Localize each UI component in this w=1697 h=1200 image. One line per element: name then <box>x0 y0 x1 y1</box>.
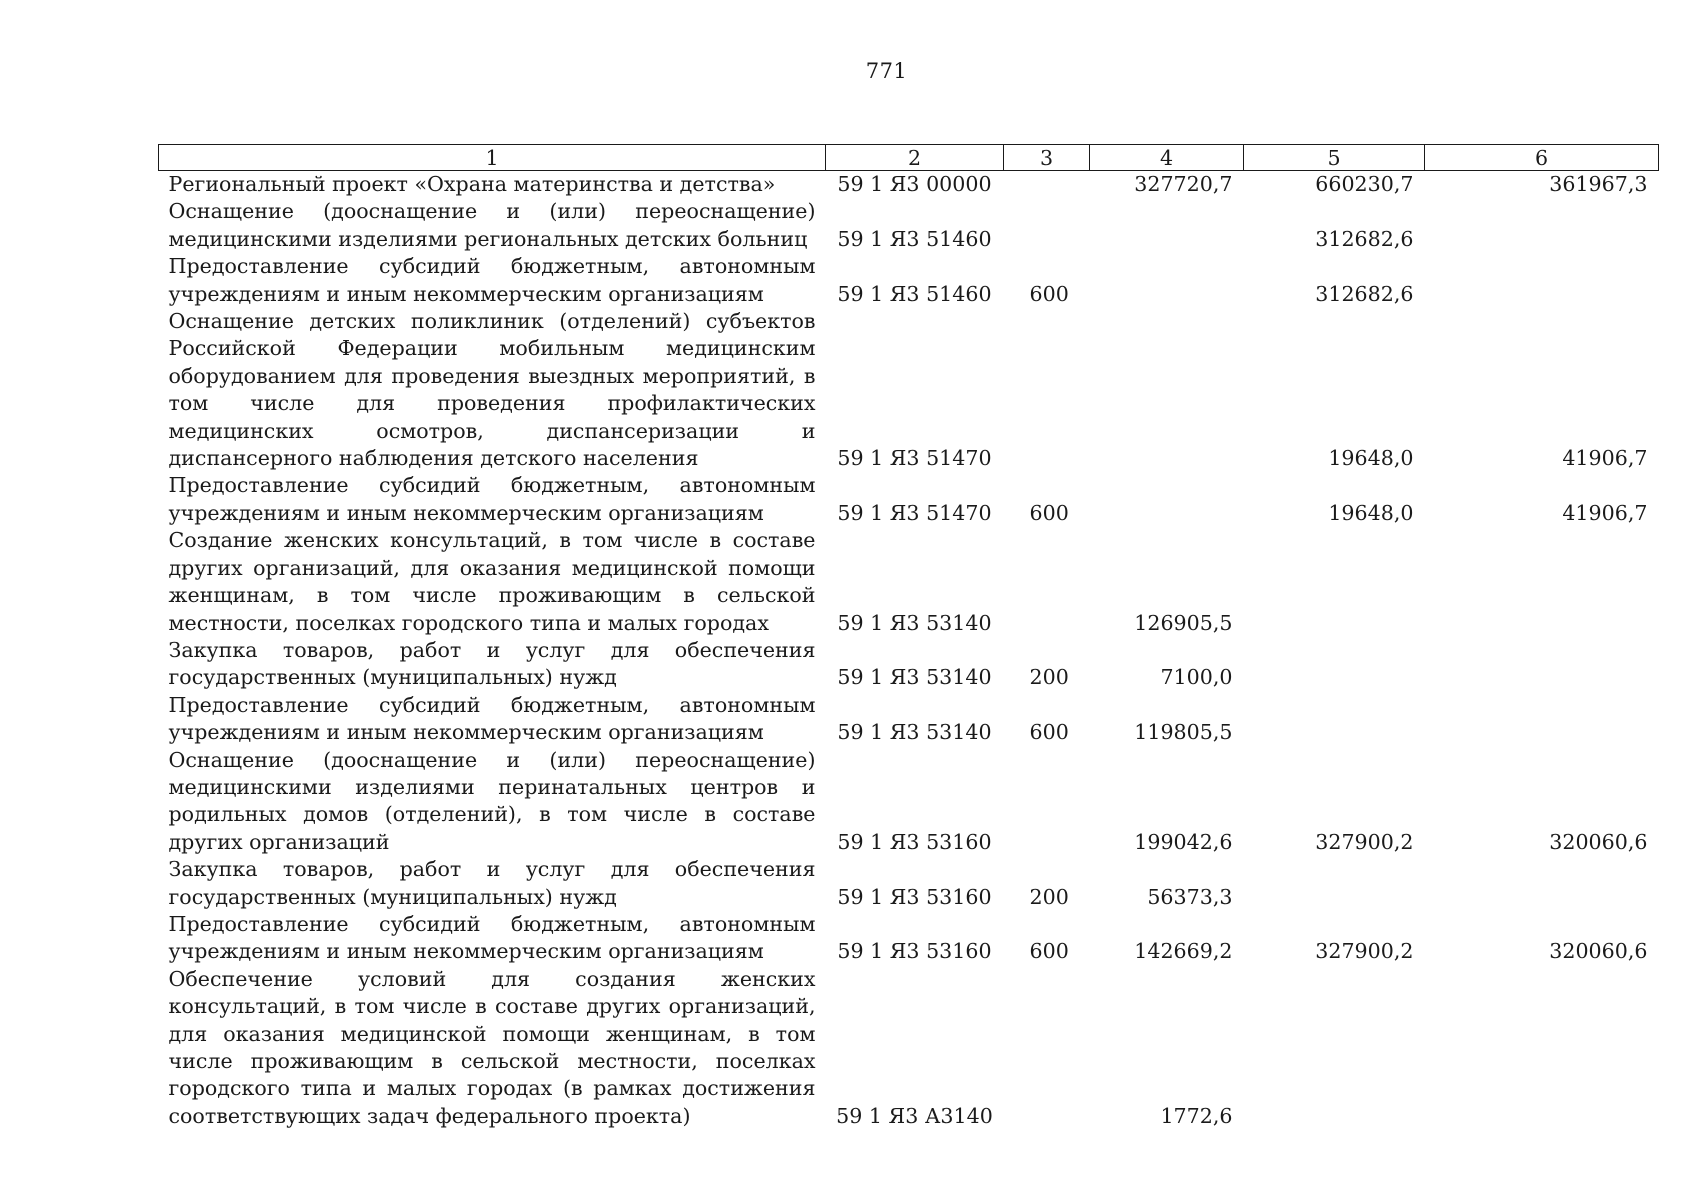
row-amount-5: 19648,0 <box>1328 446 1414 471</box>
row-code: 59 1 Я3 53160 <box>837 884 992 909</box>
table-row <box>159 527 1659 637</box>
row-name: Предоставление субсидий бюджетным, автономным учреждениям и иным некоммерческим организациям <box>168 473 816 525</box>
row-type: 200 <box>1029 665 1069 690</box>
row-name: Закупка товаров, работ и услуг для обеспечения государственных (муниципальных) нужд <box>168 857 816 909</box>
column-header-2: 2 <box>826 145 1004 171</box>
row-amount-6 <box>1425 637 1659 692</box>
table-row <box>159 692 1659 747</box>
row-amount-4: 56373,3 <box>1147 884 1233 909</box>
row-amount-6 <box>1425 856 1659 911</box>
row-amount-5 <box>1244 637 1425 692</box>
row-type <box>1004 171 1090 199</box>
row-name: Оснащение (дооснащение и (или) переоснащение) медицинскими изделиями перинатальных центров и родильных домов (отделений), в том числе в составе других организаций <box>168 747 816 854</box>
row-amount-6 <box>1425 527 1659 637</box>
column-header-3: 3 <box>1004 145 1090 171</box>
row-amount-6: 41906,7 <box>1562 500 1648 525</box>
row-code: 59 1 Я3 00000 <box>837 172 992 196</box>
row-amount-4: 199042,6 <box>1134 829 1233 854</box>
row-amount-5: 312682,6 <box>1315 281 1414 306</box>
table-row <box>159 472 1659 527</box>
row-amount-4: 7100,0 <box>1160 665 1233 690</box>
page-number: 771 <box>865 59 908 83</box>
table-row <box>159 747 1659 857</box>
row-type <box>1004 308 1090 472</box>
column-header-4: 4 <box>1090 145 1244 171</box>
row-code: 59 1 Я3 53160 <box>837 829 992 854</box>
row-amount-6: 320060,6 <box>1549 939 1648 964</box>
row-amount-4: 1772,6 <box>1160 1103 1233 1128</box>
row-amount-4 <box>1090 472 1244 527</box>
row-amount-4 <box>1090 253 1244 308</box>
row-amount-5: 327900,2 <box>1315 939 1414 964</box>
row-code: 59 1 Я3 51470 <box>837 500 992 525</box>
row-amount-4: 142669,2 <box>1134 939 1233 964</box>
row-code: 59 1 Я3 А3140 <box>836 1103 993 1128</box>
row-name: Региональный проект «Охрана материнства и детства» <box>168 172 776 196</box>
table-row <box>159 911 1659 966</box>
row-code: 59 1 Я3 51470 <box>837 446 992 471</box>
row-name: Предоставление субсидий бюджетным, автономным учреждениям и иным некоммерческим организациям <box>168 692 816 745</box>
row-amount-5: 327900,2 <box>1315 829 1414 854</box>
table-row <box>159 171 1659 199</box>
row-code: 59 1 Я3 51460 <box>837 226 992 251</box>
row-amount-6 <box>1425 966 1659 1130</box>
row-amount-4: 119805,5 <box>1134 720 1233 745</box>
row-amount-5: 312682,6 <box>1315 226 1414 251</box>
table-row <box>159 253 1659 308</box>
column-header-1: 1 <box>159 145 826 171</box>
row-type: 600 <box>1029 500 1069 525</box>
row-type: 600 <box>1029 939 1069 964</box>
row-type <box>1004 527 1090 637</box>
row-amount-5: 660230,7 <box>1315 172 1414 196</box>
table-header-row <box>159 145 1659 171</box>
row-amount-5 <box>1244 692 1425 747</box>
row-amount-6: 320060,6 <box>1549 829 1648 854</box>
row-amount-4 <box>1090 308 1244 472</box>
table-row <box>159 856 1659 911</box>
row-code: 59 1 Я3 53160 <box>837 939 992 964</box>
row-type <box>1004 966 1090 1130</box>
row-amount-5 <box>1244 856 1425 911</box>
row-name: Оснащение (дооснащение и (или) переоснащение) медицинскими изделиями региональных детских больниц <box>168 199 816 251</box>
row-amount-4: 327720,7 <box>1134 172 1233 196</box>
budget-table <box>158 144 1659 1130</box>
row-amount-5 <box>1244 527 1425 637</box>
row-amount-5: 19648,0 <box>1328 500 1414 525</box>
row-code: 59 1 Я3 53140 <box>837 665 992 690</box>
row-type <box>1004 747 1090 857</box>
row-type: 600 <box>1029 281 1069 306</box>
table-body <box>159 171 1659 1131</box>
row-amount-4: 126905,5 <box>1134 610 1233 635</box>
row-amount-4 <box>1090 198 1244 253</box>
row-name: Предоставление субсидий бюджетным, автономным учреждениям и иным некоммерческим организациям <box>168 911 816 964</box>
table-row <box>159 966 1659 1130</box>
row-amount-5 <box>1244 966 1425 1130</box>
column-header-6: 6 <box>1425 145 1659 171</box>
row-name: Обеспечение условий для создания женских консультаций, в том числе в составе других организаций, для оказания медицинской помощи женщинам, в том числе проживающим в сельской местности, поселках городского типа и малых городах (в рамках достижения соответствующих задач федерального проекта) <box>168 966 816 1128</box>
row-name: Закупка товаров, работ и услуг для обеспечения государственных (муниципальных) нужд <box>168 637 816 690</box>
row-code: 59 1 Я3 53140 <box>837 610 992 635</box>
table-row <box>159 637 1659 692</box>
row-amount-6 <box>1425 198 1659 253</box>
row-name: Оснащение детских поликлиник (отделений) субъектов Российской Федерации мобильным медицинским оборудованием для проведения выездных мероприятий, в том числе для проведения профилактических медицинских осмотров, диспансеризации и диспансерного наблюдения детского населения <box>168 309 816 471</box>
column-header-5: 5 <box>1244 145 1425 171</box>
row-type <box>1004 198 1090 253</box>
row-type: 200 <box>1029 884 1069 909</box>
row-code: 59 1 Я3 53140 <box>837 720 992 745</box>
row-name: Предоставление субсидий бюджетным, автономным учреждениям и иным некоммерческим организациям <box>168 254 816 306</box>
row-amount-6 <box>1425 692 1659 747</box>
row-code: 59 1 Я3 51460 <box>837 281 992 306</box>
row-type: 600 <box>1029 720 1069 745</box>
row-amount-6: 361967,3 <box>1549 172 1648 196</box>
row-amount-6: 41906,7 <box>1562 446 1648 471</box>
table-row <box>159 308 1659 472</box>
row-amount-6 <box>1425 253 1659 308</box>
row-name: Создание женских консультаций, в том числе в составе других организаций, для оказания медицинской помощи женщинам, в том числе проживающим в сельской местности, поселках городского типа и малых городах <box>168 528 816 635</box>
table-row <box>159 198 1659 253</box>
